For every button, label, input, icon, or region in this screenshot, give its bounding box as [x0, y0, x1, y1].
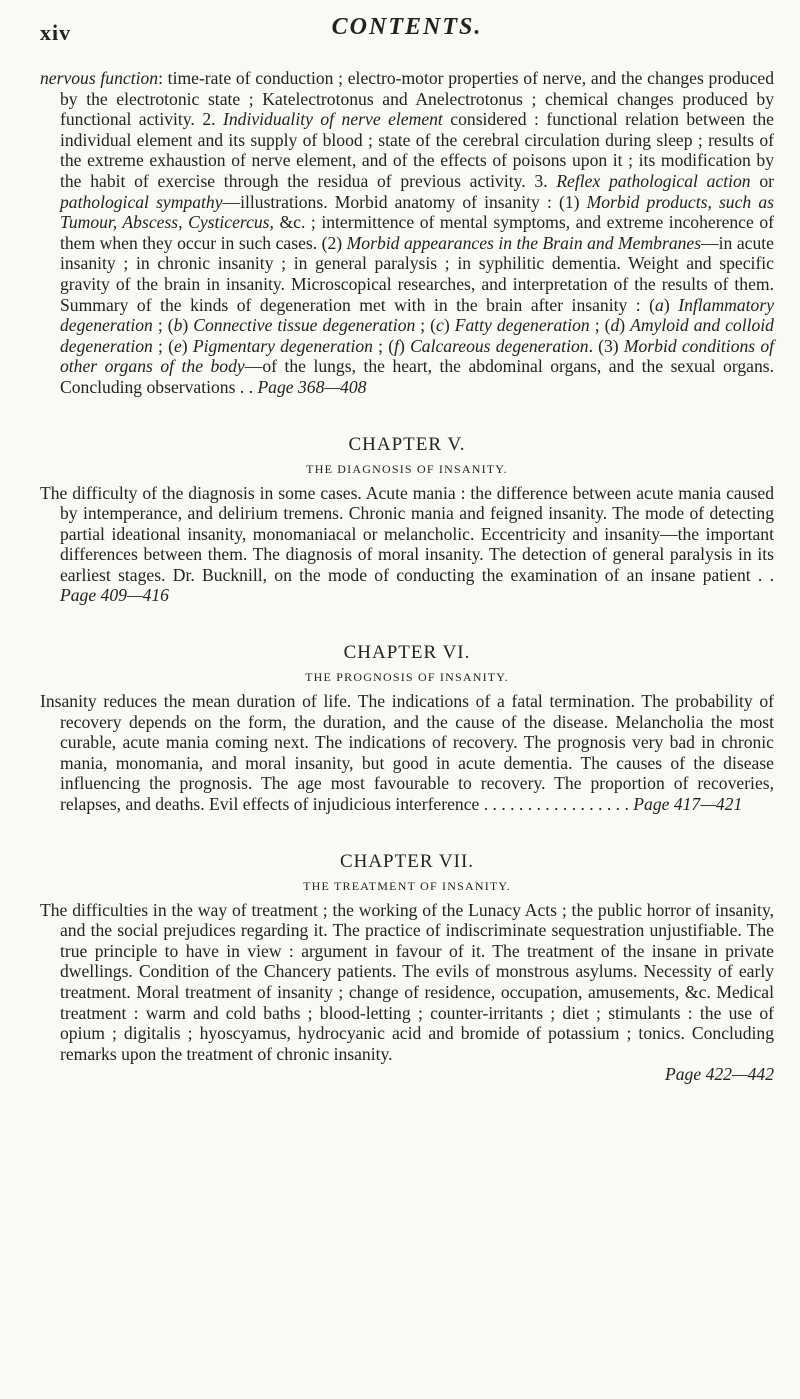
- chapter-7: [40, 851, 774, 1085]
- running-title: CONTENTS.: [331, 14, 483, 40]
- chapter-page-range: Page 422—442: [665, 1064, 774, 1085]
- chapter-subtitle: THE PROGNOSIS OF INSANITY.: [305, 670, 509, 685]
- chapter-summary-text: The difficulty of the diagnosis in some cases. Acute mania : the difference between acute mania caused by intemperance, and delirium tremens. Chronic mania and feigned insanity. The mode of detecting partial ideational insanity, monomaniacal or melancholic. Eccentricity and insanity—the important differences between them. The diagnosis of moral insanity. The detection of general paralysis in its earliest stages. Dr. Bucknill, on the mode of conducting the examination of an insane patient . .: [40, 482, 774, 585]
- chapter-heading: CHAPTER V.: [348, 433, 466, 455]
- chapter-page-range: Page 417—421: [633, 794, 743, 815]
- chapter-subtitle: THE DIAGNOSIS OF INSANITY.: [306, 461, 508, 476]
- chapter-page-line: [40, 1064, 774, 1085]
- chapter-5: [40, 434, 774, 607]
- running-head: [40, 14, 774, 44]
- book-page: [40, 0, 774, 1399]
- intro-page-range: Page 368—408: [257, 376, 367, 397]
- chapter-page-range: Page 409—416: [60, 585, 169, 606]
- chapter-subtitle: THE TREATMENT OF INSANITY.: [303, 878, 511, 893]
- chapter-summary-text: The difficulties in the way of treatment ; the working of the Lunacy Acts ; the public horror of insanity, and the social prejudices regarding it. The practice of indiscriminate sequestration unjustifiable. The true principle to have in view : argument in favour of it. The treatment of the insane in private dwellings. Condition of the Chancery patients. The evils of monstrous asylums. Necessity of early treatment. Moral treatment of insanity ; change of residence, occupation, amusements, &c. Medical treatment : warm and cold baths ; blood-letting ; counter-irritants ; diet ; stimulants : the use of opium ; digitalis ; hyoscyamus, hydrocyanic acid and bromide of potassium ; tonics. Concluding remarks upon the treatment of chronic insanity.: [40, 899, 774, 1064]
- page-number: xiv: [40, 20, 72, 45]
- chapter-heading: CHAPTER VI.: [343, 642, 471, 664]
- chapter-summary: [40, 691, 774, 815]
- chapter-heading: CHAPTER VII.: [339, 850, 475, 872]
- contents-body: [40, 68, 774, 1085]
- chapter-summary-text: Insanity reduces the mean duration of life. The indications of a fatal termination. The probability of recovery depends on the form, the duration, and the cause of the disease. Melancholia the most curable, acute mania coming next. The indications of recovery. The prognosis very bad in chronic mania, monomania, and moral insanity, but good in acute dementia. The causes of the disease influencing the prognosis. The age most favourable to recovery. The proportion of recoveries, relapses, and deaths. Evil effects of injudicious interference . . . . . . . . . . . . . . . . .: [40, 691, 774, 815]
- chapter-6: [40, 642, 774, 815]
- chapter-summary: [40, 900, 774, 1065]
- chapter-summary: [40, 483, 774, 607]
- intro-text: nervous function: time-rate of conduction ; electro-motor properties of nerve, and the changes produced by the electrotonic state ; Katelectrotonus and Anelectrotonus ; chemical changes produced by functional activity. 2. Individuality of nerve element considered : functional relation between the individual element and its supply of blood ; state of the cerebral circulation during sleep ; results of the extreme exhaustion of nerve element, and of the effects of poisons upon it ; its modification by the habit of exercise through the residua of previous activity. 3. Reflex pathological action or pathological sympathy—illustrations. Morbid anatomy of insanity : (1) Morbid products, such as Tumour, Abscess, Cysticercus, &c. ; intermittence of mental symptoms, and extreme incoherence of them when they occur in such cases. (2) Morbid appearances in the Brain and Membranes—in acute insanity ; in chronic insanity ; in general paralysis ; in syphilitic dementia. Weight and specific gravity of the brain in insanity. Microscopical researches, and interpretation of the results of them. Summary of the kinds of degeneration met with in the brain after insanity : (a) Inflammatory degeneration ; (b) Connective tissue degeneration ; (c) Fatty degeneration ; (d) Amyloid and colloid degeneration ; (e) Pigmentary degeneration ; (f) Calcareous degeneration. (3) Morbid conditions of other organs of the body—of the lungs, the heart, the abdominal organs, and the sexual organs. Concluding observations . .: [40, 68, 775, 397]
- intro-paragraph: [40, 68, 774, 398]
